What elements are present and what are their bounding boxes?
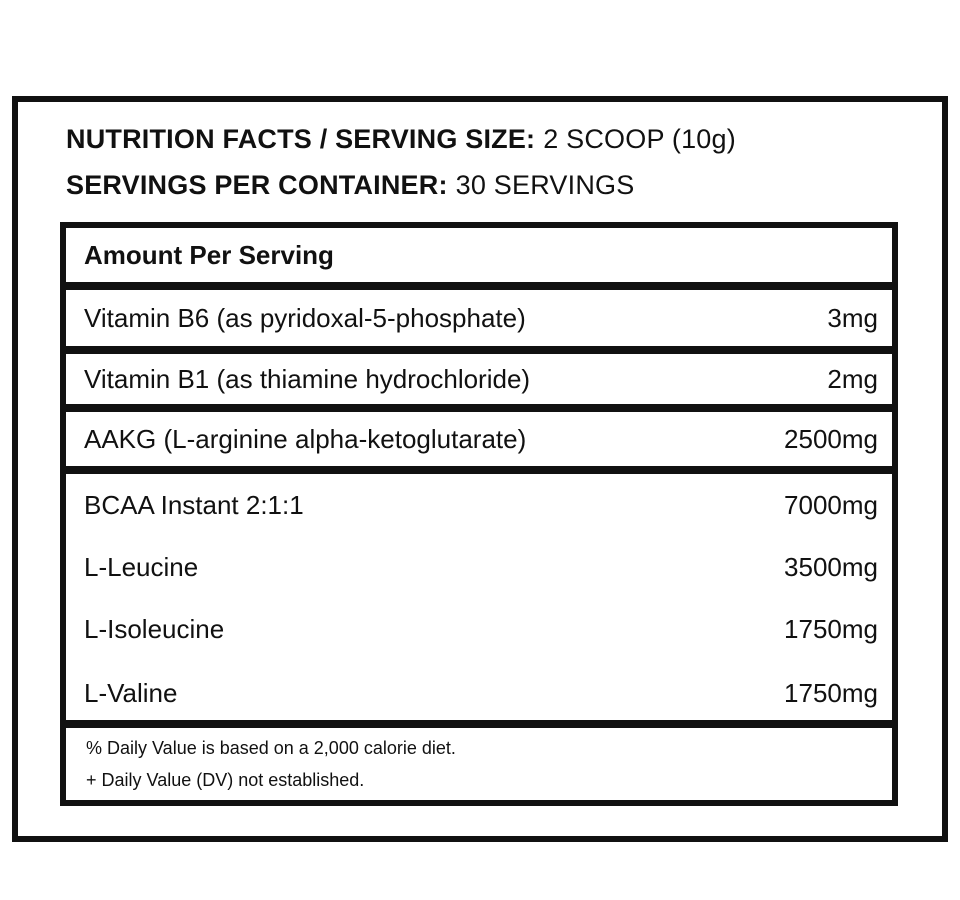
nutrition-label: [12, 96, 948, 842]
nutrient-name: Vitamin B6 (as pyridoxal-5-phosphate): [84, 302, 526, 333]
nutrient-amount: 3mg: [827, 302, 878, 333]
servings-per-container-value: 30 SERVINGS: [455, 170, 635, 200]
serving-size-line: [66, 124, 736, 155]
nutrient-amount: 2mg: [827, 363, 878, 394]
nutrient-name: L-Isoleucine: [84, 613, 225, 644]
serving-size-value: 2 SCOOP (10g): [543, 124, 736, 154]
table-row: [66, 668, 892, 718]
nutrient-amount: 1750mg: [784, 613, 878, 644]
nutrient-amount: 2500mg: [784, 423, 878, 454]
divider: [66, 720, 892, 728]
table-row: [66, 412, 892, 466]
nutrient-amount: 1750mg: [784, 677, 878, 708]
divider: [66, 346, 892, 354]
nutrient-name: BCAA Instant 2:1:1: [84, 489, 304, 520]
nutrient-name: AAKG (L-arginine alpha-ketoglutarate): [84, 423, 527, 454]
amount-per-serving-heading: Amount Per Serving: [84, 239, 334, 270]
divider: [66, 282, 892, 290]
servings-per-container-line: [66, 170, 634, 201]
table-row: [66, 290, 892, 346]
nutrient-name: L-Valine: [84, 677, 178, 708]
daily-value-footnote: % Daily Value is based on a 2,000 calorie diet.: [86, 738, 456, 758]
servings-per-container-label: SERVINGS PER CONTAINER:: [66, 170, 448, 200]
dv-not-established-footnote: + Daily Value (DV) not established.: [86, 770, 365, 790]
serving-size-label: NUTRITION FACTS / SERVING SIZE:: [66, 124, 536, 154]
nutrient-amount: 7000mg: [784, 489, 878, 520]
divider: [66, 466, 892, 474]
divider: [66, 404, 892, 412]
table-row: [66, 604, 892, 654]
nutrient-name: Vitamin B1 (as thiamine hydrochloride): [84, 363, 531, 394]
nutrient-name: L-Leucine: [84, 551, 199, 582]
table-row: [66, 542, 892, 592]
table-row: [66, 354, 892, 404]
table-row: [66, 480, 892, 530]
nutrient-amount: 3500mg: [784, 551, 878, 582]
amount-per-serving-row: [66, 228, 892, 282]
nutrition-table: [60, 222, 898, 806]
